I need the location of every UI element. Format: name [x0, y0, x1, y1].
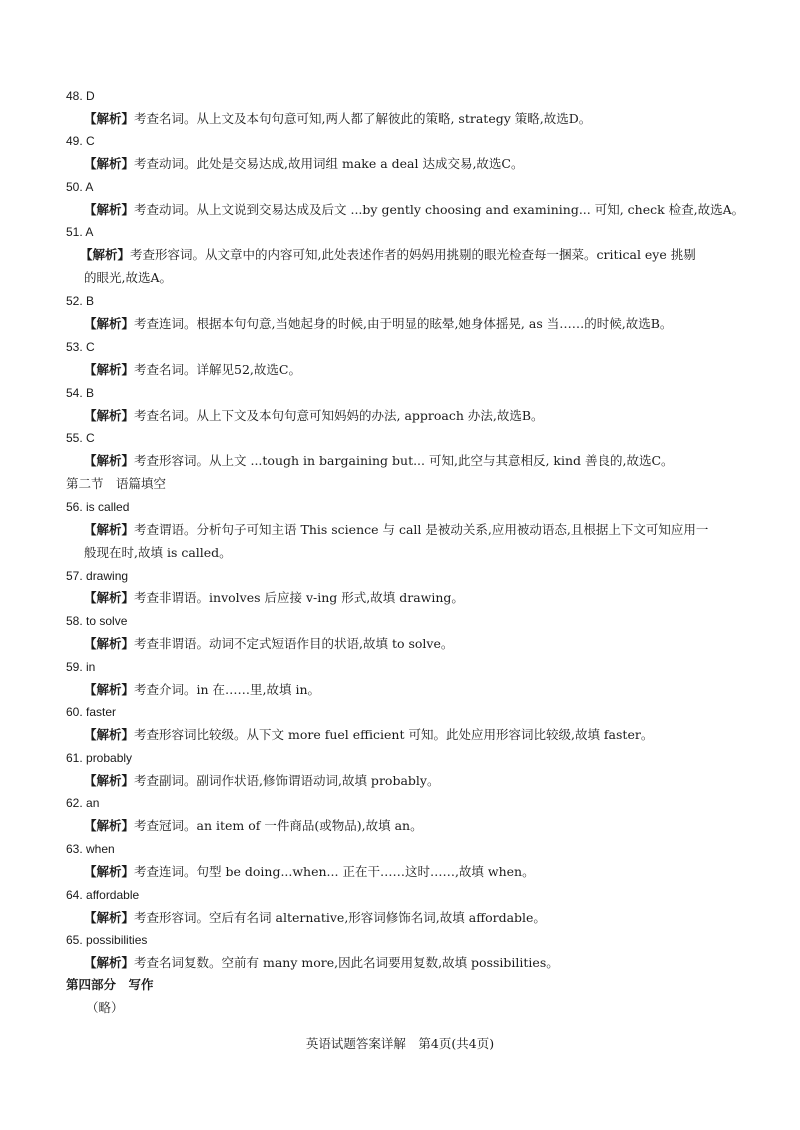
explanation-text: 考查冠词。an item of 一件商品(或物品),故填 an。 — [134, 818, 423, 833]
answer-64: 64. affordable — [66, 888, 140, 902]
explanation-49 — [84, 156, 524, 172]
explanation-48 — [84, 111, 591, 127]
explanation-55 — [84, 453, 674, 469]
explanation-51 — [80, 247, 696, 263]
analysis-tag: 【解析】 — [84, 955, 135, 970]
analysis-tag: 【解析】 — [84, 864, 135, 879]
section-two-heading: 第二节 语篇填空 — [66, 476, 167, 491]
answer-63: 63. when — [66, 842, 115, 856]
explanation-57 — [84, 590, 464, 606]
explanation-text: 考查名词。详解见52,故选C。 — [134, 362, 301, 377]
explanation-text: 考查名词。从上文及本句句意可知,两人都了解彼此的策略, strategy 策略,故选D。 — [134, 111, 592, 126]
explanation-text: 考查介词。in 在……里,故填 in。 — [134, 682, 321, 697]
answer-49: 49. C — [66, 134, 95, 148]
explanation-text: 考查非谓语。involves 后应接 v-ing 形式,故填 drawing。 — [134, 590, 464, 605]
part-four-heading: 第四部分 写作 — [66, 977, 154, 992]
answer-65: 65. possibilities — [66, 933, 148, 947]
answer-59: 59. in — [66, 660, 96, 674]
answer-55: 55. C — [66, 431, 95, 445]
analysis-tag: 【解析】 — [84, 818, 135, 833]
explanation-64 — [84, 910, 546, 926]
explanation-text: 考查动词。此处是交易达成,故用词组 make a deal 达成交易,故选C。 — [134, 156, 524, 171]
answer-48: 48. D — [66, 89, 95, 103]
analysis-tag: 【解析】 — [84, 202, 135, 217]
explanation-62 — [84, 818, 423, 834]
explanation-56 — [84, 522, 708, 538]
analysis-tag: 【解析】 — [84, 362, 135, 377]
explanation-text: 考查非谓语。动词不定式短语作目的状语,故填 to solve。 — [134, 636, 454, 651]
explanation-56-continued: 般现在时,故填 is called。 — [84, 545, 232, 560]
explanation-60 — [84, 727, 653, 743]
explanation-text: 考查形容词。从文章中的内容可知,此处表述作者的妈妈用挑剔的眼光检查每一捆菜。critical eye 挑剔 — [130, 247, 696, 262]
analysis-tag: 【解析】 — [84, 316, 135, 331]
analysis-tag: 【解析】 — [84, 682, 135, 697]
analysis-tag: 【解析】 — [84, 453, 135, 468]
explanation-50 — [84, 202, 744, 218]
explanation-63 — [84, 864, 535, 880]
explanation-65 — [84, 955, 559, 971]
explanation-54 — [84, 408, 544, 424]
analysis-tag: 【解析】 — [84, 522, 135, 537]
analysis-tag: 【解析】 — [84, 111, 135, 126]
analysis-tag: 【解析】 — [84, 156, 135, 171]
explanation-text: 考查连词。根据本句句意,当她起身的时候,由于明显的眩晕,她身体摇晃, as 当……的时候,故选B。 — [134, 316, 673, 331]
analysis-tag: 【解析】 — [84, 408, 135, 423]
answer-52: 52. B — [66, 294, 95, 308]
explanation-text: 考查形容词。空后有名词 alternative,形容词修饰名词,故填 affordable。 — [134, 910, 546, 925]
explanation-52 — [84, 316, 672, 332]
omitted-note: （略） — [86, 1000, 124, 1015]
analysis-tag: 【解析】 — [84, 590, 135, 605]
explanation-59 — [84, 682, 320, 698]
answer-51: 51. A — [66, 225, 94, 239]
analysis-tag: 【解析】 — [84, 910, 135, 925]
answer-58: 58. to solve — [66, 614, 128, 628]
analysis-tag: 【解析】 — [84, 773, 135, 788]
explanation-58 — [84, 636, 453, 652]
analysis-tag: 【解析】 — [84, 727, 135, 742]
explanation-text: 考查副词。副词作状语,修饰谓语动词,故填 probably。 — [134, 773, 440, 788]
answer-54: 54. B — [66, 386, 95, 400]
explanation-51-continued: 的眼光,故选A。 — [84, 270, 173, 285]
answer-53: 53. C — [66, 340, 95, 354]
explanation-text: 考查形容词。从上文 ...tough in bargaining but... 可知,此空与其意相反, kind 善良的,故选C。 — [134, 453, 674, 468]
answer-56: 56. is called — [66, 500, 130, 514]
answer-62: 62. an — [66, 796, 100, 810]
page-footer: 英语试题答案详解 第4页(共4页) — [305, 1036, 495, 1051]
explanation-53 — [84, 362, 301, 378]
explanation-61 — [84, 773, 439, 789]
explanation-text: 考查形容词比较级。从下文 more fuel efficient 可知。此处应用形容词比较级,故填 faster。 — [134, 727, 654, 742]
explanation-text: 考查动词。从上文说到交易达成及后文 ...by gently choosing and examining... 可知, check 检查,故选A。 — [134, 202, 745, 217]
explanation-text: 考查名词复数。空前有 many more,因此名词要用复数,故填 possibilities。 — [134, 955, 559, 970]
analysis-tag: 【解析】 — [84, 636, 135, 651]
answer-61: 61. probably — [66, 751, 133, 765]
analysis-tag: 【解析】 — [80, 247, 131, 262]
explanation-text: 考查名词。从上下文及本句句意可知妈妈的办法, approach 办法,故选B。 — [134, 408, 544, 423]
answer-50: 50. A — [66, 180, 94, 194]
answer-60: 60. faster — [66, 705, 117, 719]
answer-57: 57. drawing — [66, 569, 129, 583]
explanation-text: 考查连词。句型 be doing...when... 正在干……这时……,故填 when。 — [134, 864, 535, 879]
explanation-text: 考查谓语。分析句子可知主语 This science 与 call 是被动关系,应用被动语态,且根据上下文可知应用一 — [134, 522, 709, 537]
